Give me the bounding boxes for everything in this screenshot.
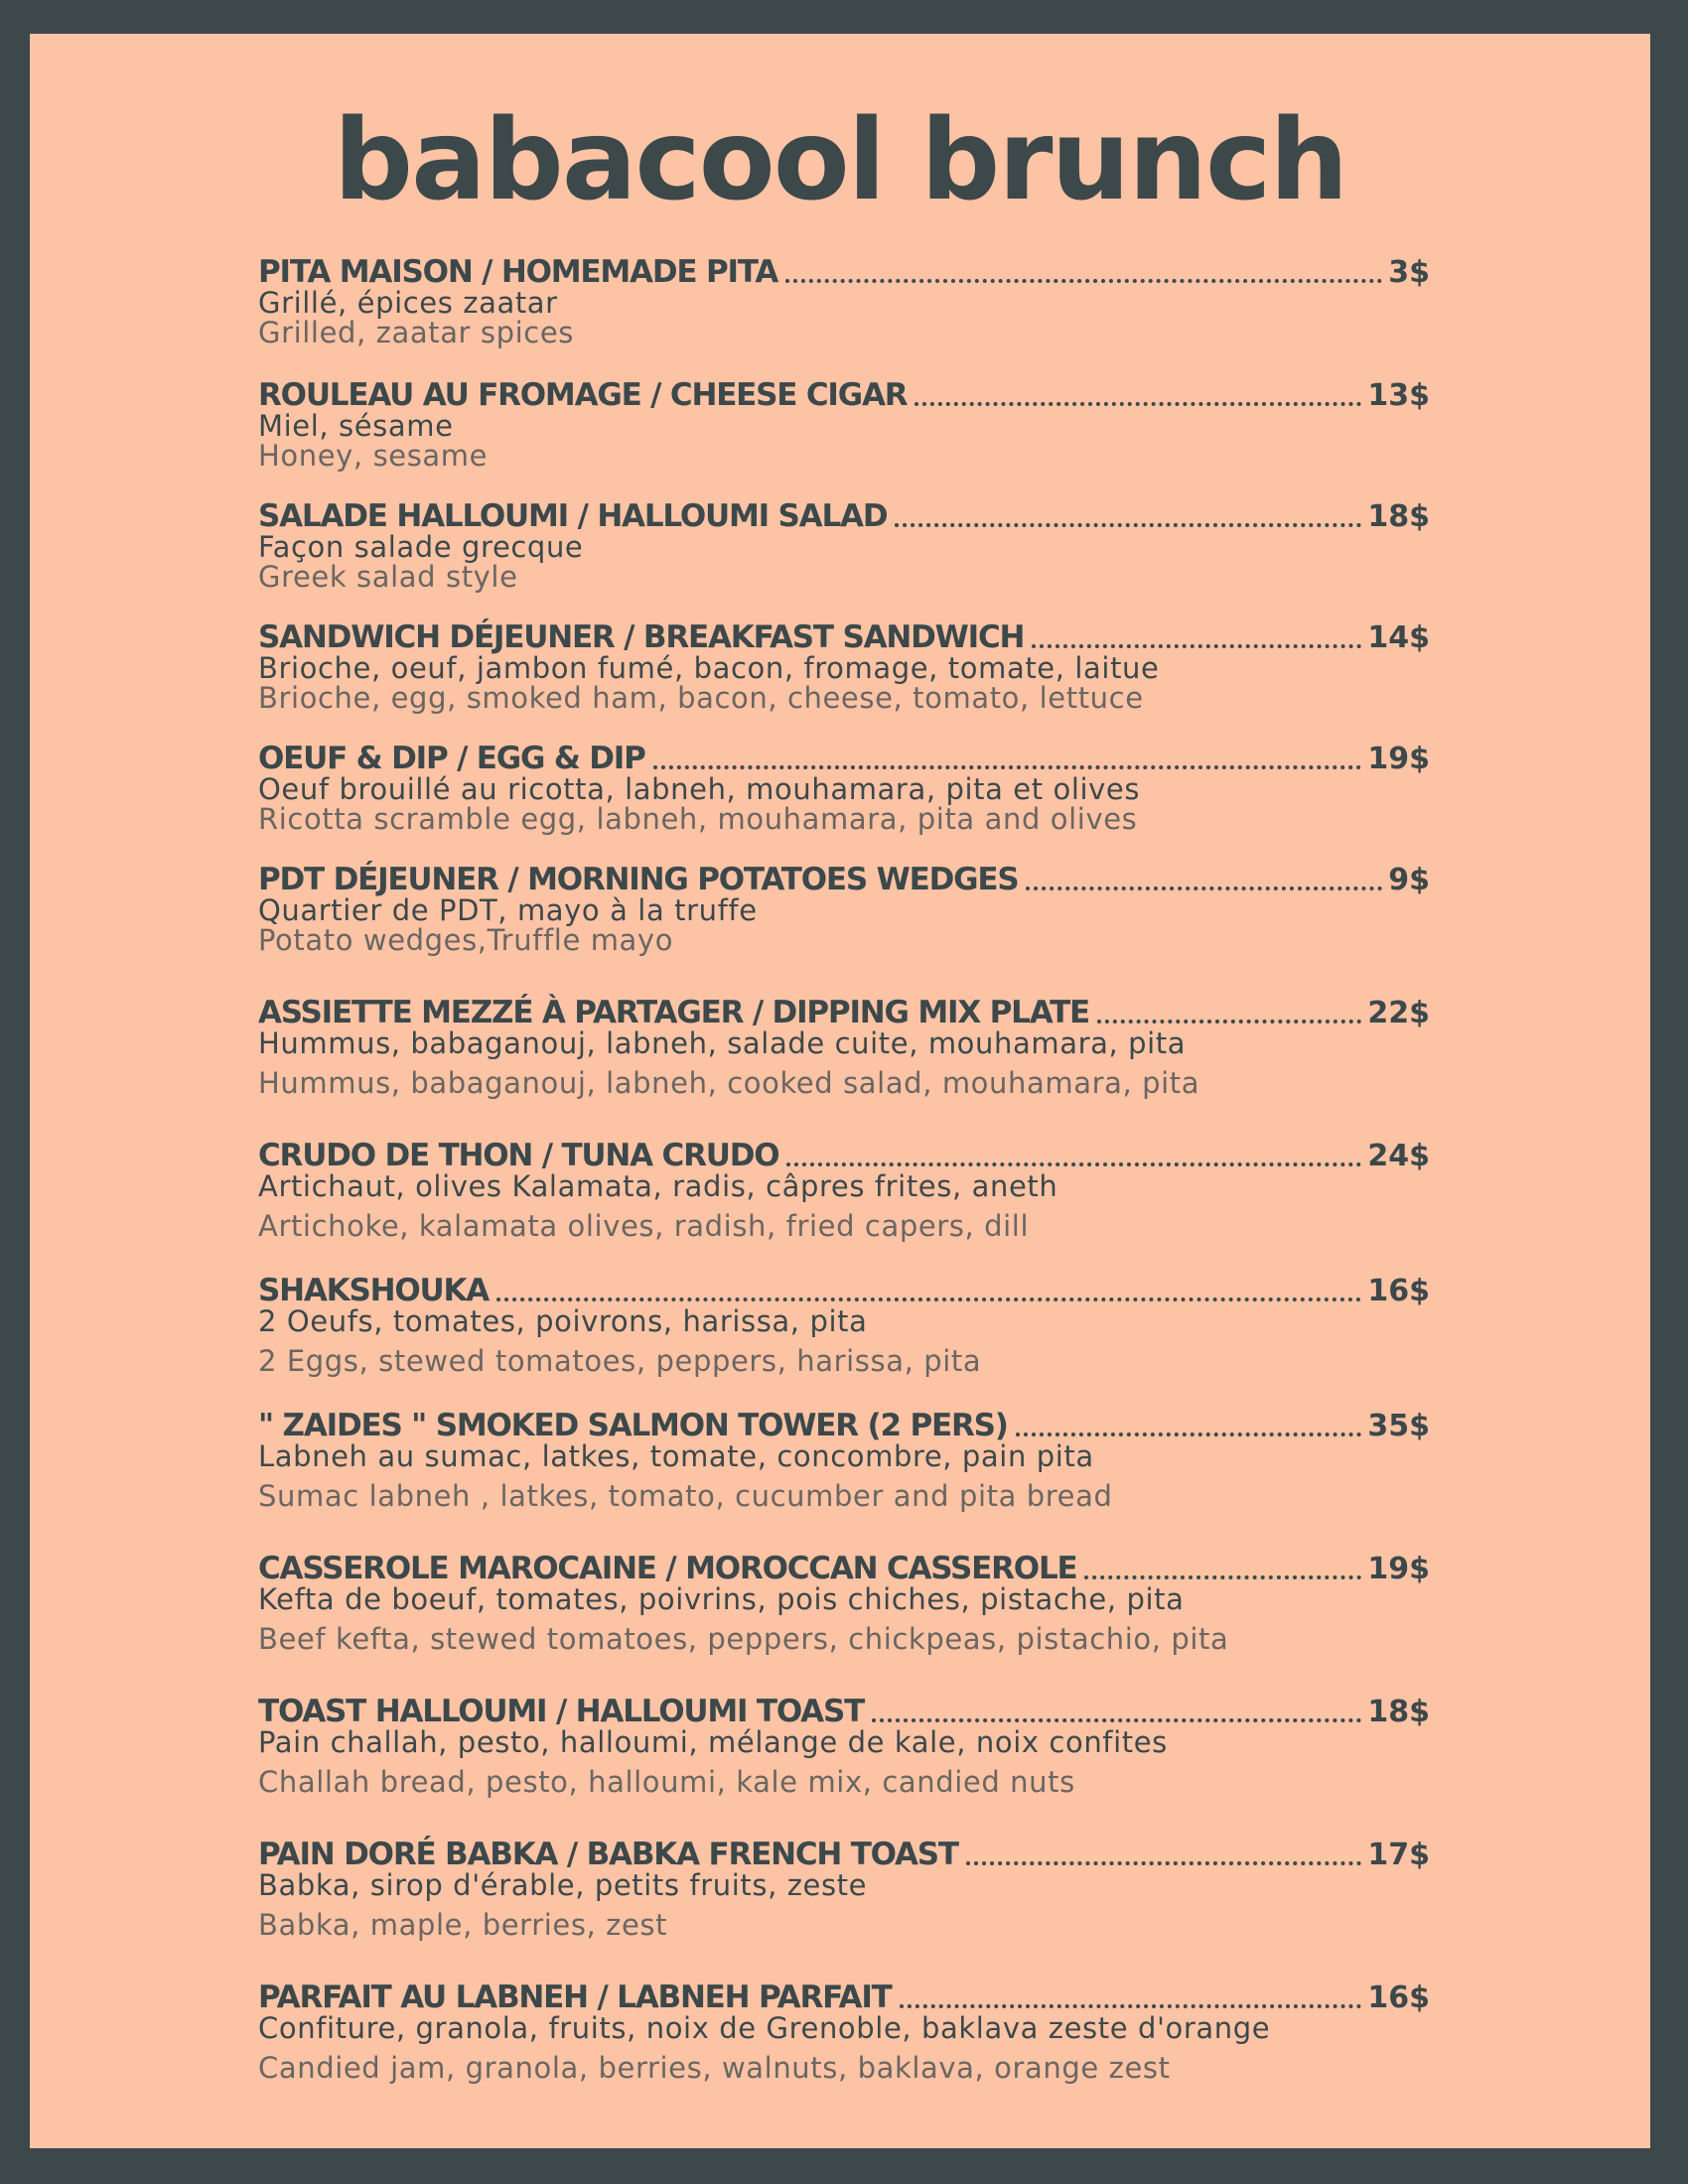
menu-item-header [258, 494, 1430, 532]
dot-leader [785, 279, 1382, 283]
dot-leader [653, 765, 1362, 769]
item-description-en: Ricotta scramble egg, labneh, mouhamara, pita and olives [258, 802, 1138, 836]
item-name: ASSIETTE MEZZÉ À PARTAGER / DIPPING MIX PLATE [258, 995, 1090, 1030]
menu-item [258, 858, 1430, 955]
menu-item [258, 1134, 1430, 1241]
menu-item-header [258, 1269, 1430, 1306]
item-name: SHAKSHOUKA [258, 1273, 490, 1308]
menu-item [258, 494, 1430, 592]
item-name: PAIN DORÉ BABKA / BABKA FRENCH TOAST [258, 1837, 958, 1872]
item-price: 19$ [1367, 742, 1430, 776]
item-description-fr: Façon salade grecque [258, 530, 584, 564]
item-price: 18$ [1367, 499, 1430, 534]
item-price: 17$ [1367, 1838, 1430, 1872]
menu-item-header [258, 1833, 1430, 1870]
item-description-en: Babka, maple, berries, zest [258, 1908, 668, 1942]
dot-leader [1097, 1020, 1361, 1024]
item-price: 35$ [1367, 1409, 1430, 1443]
menu-item [258, 250, 1430, 347]
menu-item [258, 1404, 1430, 1511]
item-description-fr: Quartier de PDT, mayo à la truffe [258, 893, 758, 927]
item-description-en: Potato wedges,Truffle mayo [258, 923, 674, 957]
item-description-fr: Hummus, babaganouj, labneh, salade cuite, mouhamara, pita [258, 1026, 1187, 1060]
menu-list [30, 34, 1650, 2148]
menu-item [258, 991, 1430, 1098]
menu-item-header [258, 1134, 1430, 1171]
item-description-fr: Babka, sirop d'érable, petits fruits, zeste [258, 1868, 868, 1902]
item-name: CRUDO DE THON / TUNA CRUDO [258, 1138, 779, 1173]
item-description-en: Sumac labneh , latkes, tomato, cucumber and pita bread [258, 1479, 1113, 1513]
menu-item-header [258, 250, 1430, 288]
item-price: 3$ [1388, 255, 1430, 290]
item-description-en: Candied jam, granola, berries, walnuts, baklava, orange zest [258, 2051, 1171, 2085]
menu-item [258, 1547, 1430, 1654]
menu-item-header [258, 1690, 1430, 1727]
item-description-fr: Confiture, granola, fruits, noix de Grenoble, baklava zeste d'orange [258, 2011, 1271, 2045]
item-price: 9$ [1388, 863, 1430, 897]
item-description-fr: Brioche, oeuf, jambon fumé, bacon, fromage, tomate, laitue [258, 651, 1160, 685]
item-description-en: Hummus, babaganouj, labneh, cooked salad, mouhamara, pita [258, 1066, 1200, 1100]
dot-leader [1032, 644, 1361, 648]
item-price: 22$ [1367, 996, 1430, 1030]
item-name: OEUF & DIP / EGG & DIP [258, 741, 645, 776]
item-price: 24$ [1367, 1139, 1430, 1173]
item-description-en: Beef kefta, stewed tomatoes, peppers, chickpeas, pistachio, pita [258, 1622, 1229, 1656]
item-description-en: Grilled, zaatar spices [258, 316, 574, 349]
item-price: 14$ [1367, 620, 1430, 655]
item-name: PARFAIT AU LABNEH / LABNEH PARFAIT [258, 1979, 892, 2015]
item-description-fr: Labneh au sumac, latkes, tomate, concombre, pain pita [258, 1439, 1094, 1473]
item-description-fr: Grillé, épices zaatar [258, 286, 558, 320]
menu-item-header [258, 615, 1430, 653]
dot-leader [895, 523, 1361, 527]
menu-item [258, 1976, 1430, 2083]
dot-leader [1026, 887, 1382, 890]
item-description-en: Artichoke, kalamata olives, radish, fried capers, dill [258, 1209, 1030, 1243]
item-price: 16$ [1367, 1980, 1430, 2015]
menu-item [258, 737, 1430, 834]
menu-item-header [258, 858, 1430, 895]
item-price: 19$ [1367, 1552, 1430, 1586]
item-description-fr: Pain challah, pesto, halloumi, mélange de kale, noix confites [258, 1725, 1168, 1759]
dot-leader [496, 1297, 1361, 1301]
menu-item [258, 1269, 1430, 1376]
menu-item-header [258, 1976, 1430, 2013]
item-description-fr: Oeuf brouillé au ricotta, labneh, mouhamara, pita et olives [258, 772, 1141, 806]
item-name: PDT DÉJEUNER / MORNING POTATOES WEDGES [258, 862, 1019, 897]
dot-leader [1016, 1433, 1362, 1436]
dot-leader [1084, 1575, 1361, 1579]
dot-leader [872, 1718, 1361, 1722]
menu-item-header [258, 737, 1430, 774]
item-price: 16$ [1367, 1274, 1430, 1308]
menu-item-header [258, 1547, 1430, 1584]
dot-leader [786, 1162, 1361, 1166]
item-name: CASSEROLE MAROCAINE / MOROCCAN CASSEROLE [258, 1551, 1077, 1586]
item-name: SANDWICH DÉJEUNER / BREAKFAST SANDWICH [258, 619, 1025, 655]
item-description-en: Brioche, egg, smoked ham, bacon, cheese, tomato, lettuce [258, 681, 1144, 715]
menu-item [258, 1833, 1430, 1940]
menu-item [258, 1690, 1430, 1797]
item-name: SALADE HALLOUMI / HALLOUMI SALAD [258, 498, 888, 534]
item-description-fr: Kefta de boeuf, tomates, poivrins, pois chiches, pistache, pita [258, 1582, 1185, 1616]
item-description-fr: 2 Oeufs, tomates, poivrons, harissa, pita [258, 1304, 868, 1338]
item-description-fr: Artichaut, olives Kalamata, radis, câpres frites, aneth [258, 1169, 1058, 1203]
menu-title: babacool brunch [333, 96, 1347, 225]
menu-item [258, 373, 1430, 471]
menu-item-header [258, 1404, 1430, 1441]
item-name: PITA MAISON / HOMEMADE PITA [258, 254, 778, 290]
dot-leader [900, 2004, 1362, 2008]
item-name: " ZAIDES " SMOKED SALMON TOWER (2 PERS) [258, 1408, 1008, 1443]
item-description-en: Greek salad style [258, 560, 518, 594]
item-name: ROULEAU AU FROMAGE / CHEESE CIGAR [258, 377, 908, 413]
item-description-en: Honey, sesame [258, 439, 489, 473]
menu-page [30, 34, 1650, 2148]
item-description-en: 2 Eggs, stewed tomatoes, peppers, harissa, pita [258, 1344, 982, 1378]
menu-item-header [258, 373, 1430, 411]
item-description-fr: Miel, sésame [258, 409, 454, 443]
menu-item [258, 615, 1430, 713]
item-price: 18$ [1367, 1695, 1430, 1729]
item-name: TOAST HALLOUMI / HALLOUMI TOAST [258, 1694, 865, 1729]
item-price: 13$ [1367, 378, 1430, 413]
item-description-en: Challah bread, pesto, halloumi, kale mix, candied nuts [258, 1765, 1075, 1799]
dot-leader [914, 402, 1361, 406]
menu-item-header [258, 991, 1430, 1028]
dot-leader [966, 1861, 1362, 1865]
